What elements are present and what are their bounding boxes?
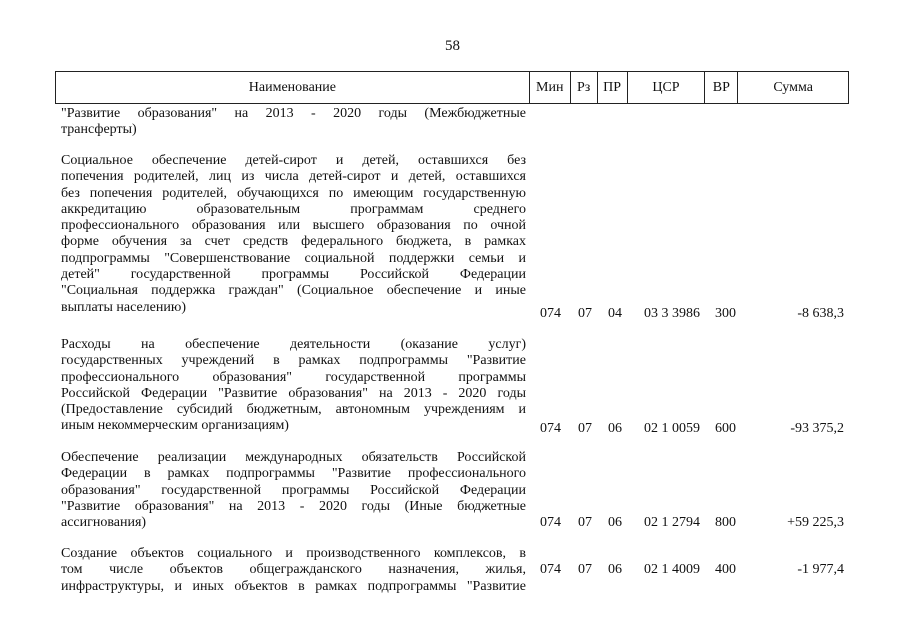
cell-csr: 02 1 2794 [644, 515, 700, 530]
row-name-line: "Социальная поддержка граждан" (Социальное обеспечение и иные [61, 283, 526, 299]
row-name-line: подпрограммы "Совершенствование социальной поддержки семьи и [61, 250, 526, 266]
cell-min: 074 [540, 306, 561, 321]
cell-vr: 600 [715, 421, 736, 436]
row-name-line: инфраструктуры, и иных объектов в рамках подпрограммы "Развитие [61, 578, 526, 594]
table-row [55, 337, 849, 438]
row-name-line: попечения родителей, лиц из числа детей-сирот и детей, оставшихся [61, 169, 526, 185]
column-header-pr: ПР [598, 72, 628, 103]
row-name-line: (Предоставление субсидий бюджетным, автономным учреждениям и [61, 402, 526, 418]
row-name-line: Федерации в рамках подпрограммы "Развитие профессионального [61, 466, 526, 482]
cell-rz: 07 [578, 515, 592, 530]
row-name-line: "Развитие образования" на 2013 - 2020 годы (Иные бюджетные [61, 498, 526, 514]
table-row [55, 106, 849, 139]
row-name-line: "Развитие образования" на 2013 - 2020 годы (Межбюджетные [61, 106, 526, 121]
row-name-line: иным некоммерческим организациям) [61, 418, 289, 434]
row-name-line: выплаты населению) [61, 299, 186, 315]
cell-csr: 02 1 4009 [644, 562, 700, 577]
cell-sum: -8 638,3 [797, 306, 844, 321]
row-name-line: ассигнования) [61, 515, 147, 531]
cell-min: 074 [540, 562, 561, 577]
row-name-line: без попечения родителей, обучающихся по имеющим государственную [61, 185, 526, 201]
row-name-line: Расходы на обеспечение деятельности (оказание услуг) [61, 337, 526, 352]
cell-min: 074 [540, 515, 561, 530]
cell-pr: 06 [608, 515, 622, 530]
cell-csr: 02 1 0059 [644, 421, 700, 436]
row-name-line: образования" государственной программы Российской Федерации [61, 482, 526, 498]
table-row [55, 153, 849, 323]
row-codes [55, 306, 849, 323]
row-name-line: Социальное обеспечение детей-сирот и детей, оставшихся без [61, 153, 526, 168]
cell-csr: 03 3 3986 [644, 306, 700, 321]
row-codes [55, 562, 849, 579]
cell-sum: -1 977,4 [797, 562, 844, 577]
row-name-line: детей" государственной программы Российской Федерации [61, 267, 526, 283]
row-codes [55, 421, 849, 438]
row-name-line: Российской Федерации "Развитие образования" на 2013 - 2020 годы [61, 385, 526, 401]
column-header-vr: ВР [705, 72, 738, 103]
table-row [55, 546, 849, 596]
row-name [61, 106, 526, 139]
cell-pr: 04 [608, 306, 622, 321]
cell-vr: 300 [715, 306, 736, 321]
cell-rz: 07 [578, 306, 592, 321]
cell-min: 074 [540, 421, 561, 436]
cell-vr: 800 [715, 515, 736, 530]
cell-sum: -93 375,2 [790, 421, 844, 436]
row-name-line: Создание объектов социального и производственного комплексов, в [61, 546, 526, 561]
cell-vr: 400 [715, 562, 736, 577]
row-name-line: форме обучения за счет средств федерального бюджета, в рамках [61, 234, 526, 250]
cell-sum: +59 225,3 [787, 515, 844, 530]
column-header-rz: Рз [571, 72, 598, 103]
column-header-min: Мин [530, 72, 571, 103]
column-header-name: Наименование [56, 72, 530, 103]
row-name-line: Обеспечение реализации международных обязательств Российской [61, 450, 526, 465]
table-header [55, 71, 849, 104]
table-row [55, 450, 849, 532]
row-name-line: государственных учреждений в рамках подпрограммы "Развитие [61, 353, 526, 369]
row-name-line: профессионального образования" государственной программы [61, 369, 526, 385]
row-name-line: том числе объектов общегражданского назначения, жилья, [61, 562, 526, 578]
row-name-line: аккредитацию образовательным программам среднего [61, 201, 526, 217]
cell-pr: 06 [608, 421, 622, 436]
row-name [61, 153, 526, 316]
cell-rz: 07 [578, 562, 592, 577]
row-codes [55, 515, 849, 532]
row-name-line: трансферты) [61, 122, 137, 138]
row-name-line: профессионального образования или высшего образования по очной [61, 218, 526, 234]
page-number: 58 [445, 38, 460, 54]
column-header-csr: ЦСР [628, 72, 706, 103]
column-header-sum: Сумма [773, 79, 813, 95]
cell-pr: 06 [608, 562, 622, 577]
cell-rz: 07 [578, 421, 592, 436]
